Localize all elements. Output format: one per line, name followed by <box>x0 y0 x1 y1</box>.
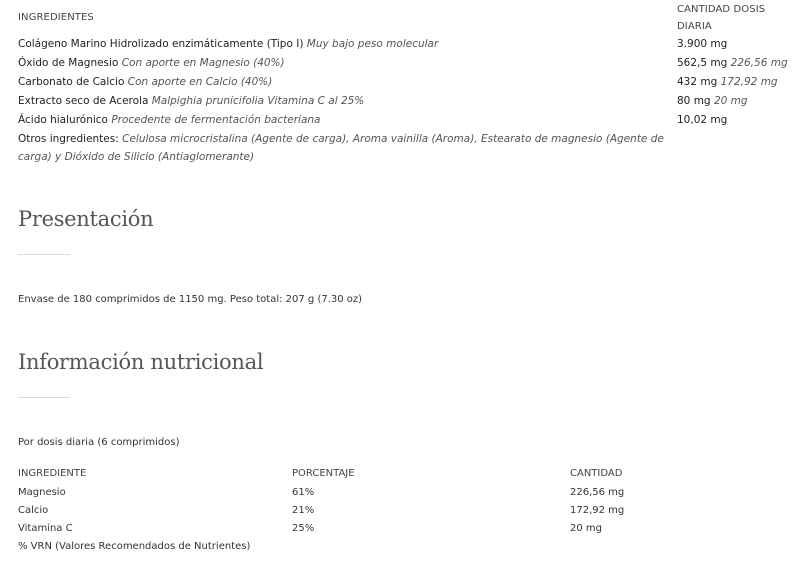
ingredient-note: Con aporte en Calcio (40%) <box>127 76 273 88</box>
nutrition-percent: 25% <box>292 523 315 534</box>
per-dose-label: Por dosis diaria (6 comprimidos) <box>18 437 180 448</box>
nutrition-heading: Información nutricional <box>18 350 264 374</box>
ingredient-qty <box>677 57 788 69</box>
ingredient-qty <box>677 95 748 107</box>
vrn-footnote: % VRN (Valores Recomendados de Nutrientes) <box>18 541 251 552</box>
ingredient-note: Malpighia prunicifolia Vitamina C al 25% <box>151 95 365 107</box>
nutrition-quantity: 20 mg <box>570 523 602 534</box>
nutrition-percent: 21% <box>292 505 315 516</box>
ingredient-row <box>18 57 285 69</box>
qty-value: 432 mg <box>677 76 718 88</box>
col-percent-header: PORCENTAJE <box>292 468 355 479</box>
ingredient-name: Extracto seco de Acerola <box>18 95 149 107</box>
ingredient-row <box>18 95 364 107</box>
qty-note: 172,92 mg <box>720 76 778 88</box>
ingredient-name: Óxido de Magnesio <box>18 57 119 69</box>
other-ingredients-text: Celulosa microcristalina (Agente de carga), Aroma vainilla (Aroma), Estearato de magnesio (Agente de carga) y Dióxido de Silicio (Antiaglomerante) <box>18 133 664 163</box>
nutrition-quantity: 172,92 mg <box>570 505 625 516</box>
ingredient-qty <box>677 38 727 50</box>
ingredient-name: Ácido hialurónico <box>18 114 108 126</box>
qty-note: 226,56 mg <box>730 57 788 69</box>
ingredient-name: Carbonato de Calcio <box>18 76 125 88</box>
quantity-header-line2: DIARIA <box>677 21 712 32</box>
nutrition-quantity: 226,56 mg <box>570 487 625 498</box>
nutrition-ingredient: Magnesio <box>18 487 66 498</box>
ingredient-note: Con aporte en Magnesio (40%) <box>121 57 285 69</box>
presentation-heading: Presentación <box>18 207 154 231</box>
section-divider <box>18 397 70 398</box>
ingredient-row <box>18 114 320 126</box>
ingredient-name: Colágeno Marino Hidrolizado enzimáticamente (Tipo I) <box>18 38 304 50</box>
section-divider <box>18 254 70 255</box>
ingredient-note: Procedente de fermentación bacteriana <box>111 114 321 126</box>
nutrition-ingredient: Vitamina C <box>18 523 73 534</box>
qty-value: 562,5 mg <box>677 57 728 69</box>
nutrition-ingredient: Calcio <box>18 505 49 516</box>
ingredients-header: INGREDIENTES <box>18 12 94 23</box>
ingredient-note: Muy bajo peso molecular <box>306 38 439 50</box>
other-ingredients <box>18 130 698 166</box>
other-ingredients-label: Otros ingredientes: <box>18 133 119 145</box>
qty-value: 3.900 mg <box>677 38 728 50</box>
ingredient-row <box>18 38 438 50</box>
ingredient-qty <box>677 76 778 88</box>
qty-value: 80 mg <box>677 95 711 107</box>
ingredient-row <box>18 76 272 88</box>
qty-note: 20 mg <box>713 95 748 107</box>
quantity-header-line1: CANTIDAD DOSIS <box>677 4 766 15</box>
col-ingredient-header: INGREDIENTE <box>18 468 87 479</box>
ingredient-qty <box>677 114 727 126</box>
nutrition-percent: 61% <box>292 487 315 498</box>
col-quantity-header: CANTIDAD <box>570 468 623 479</box>
presentation-text: Envase de 180 comprimidos de 1150 mg. Peso total: 207 g (7.30 oz) <box>18 294 363 305</box>
qty-value: 10,02 mg <box>677 114 728 126</box>
